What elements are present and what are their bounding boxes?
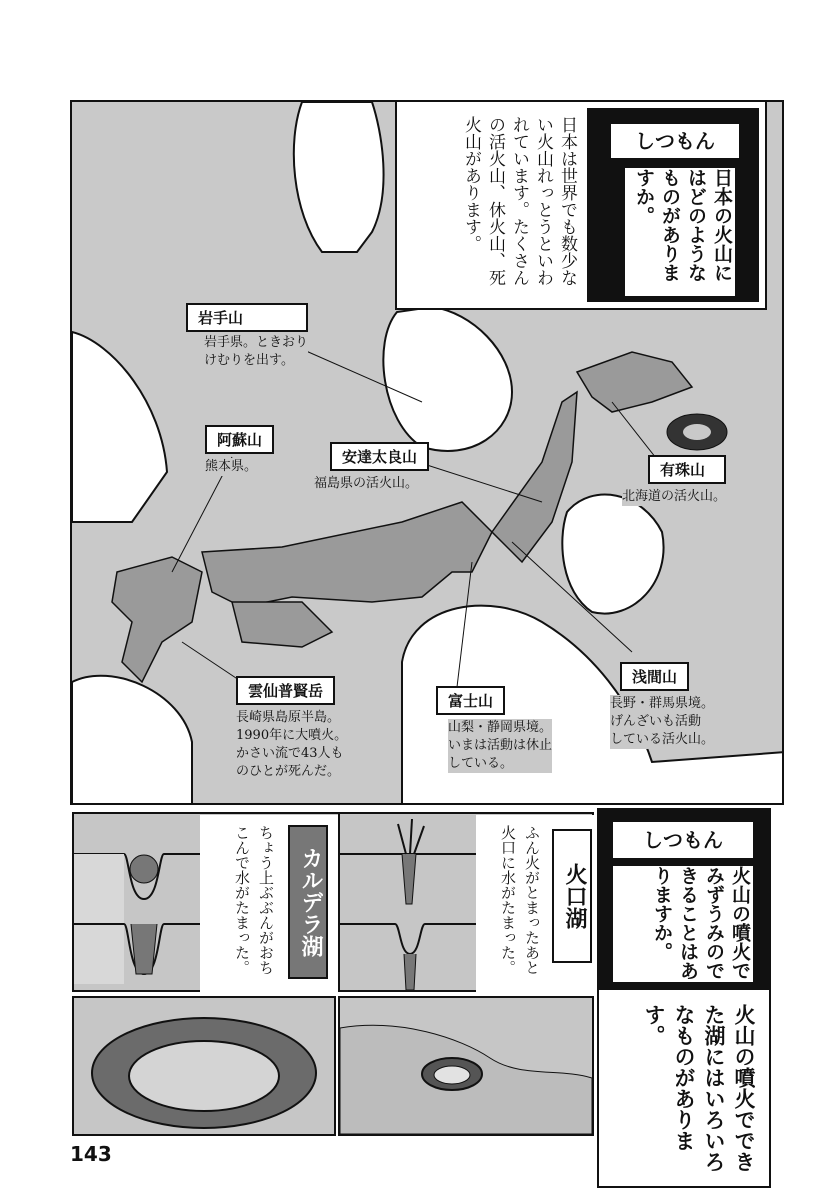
volcano-desc-line: 1990年に大噴火。 [236, 728, 348, 743]
question2-title: しつもん [613, 822, 753, 858]
caldera-lake-title: カルデラ湖 [288, 825, 328, 979]
crater-lake-drawing [338, 996, 594, 1136]
crater-lake-title: 火口湖 [552, 829, 592, 963]
caldera-text-area [200, 815, 340, 992]
volcano-name-label: 岩手山 [186, 303, 308, 332]
volcano-desc-line: 長野・群馬県境。 [610, 696, 715, 711]
volcano-desc-line: している活火山。 [610, 732, 715, 747]
volcano-desc-line: のひとが死んだ。 [236, 763, 347, 781]
caldera-lake-desc: ちょう上ぶぶんがおちこんで水がたまった。 [233, 825, 275, 975]
volcano-desc-line: 熊本県。 [205, 458, 274, 476]
volcano-name-label: 富士山 [436, 686, 505, 715]
volcano-name-label: 安達太良山 [330, 442, 429, 471]
volcano-desc-line: 岩手県。ときおり [204, 335, 309, 350]
volcano-name-label: 浅間山 [620, 662, 689, 691]
question2-answer: 火山の噴火でできた湖にはいろいろなものがあります。 [642, 1004, 756, 1172]
volcano-desc-line: いまは活動は休止 [448, 738, 553, 753]
volcano-desc-line: 福島県の活火山。 [314, 475, 429, 493]
page-number: 143 [70, 1142, 112, 1166]
volcano-adatara [314, 442, 429, 493]
question1-answer: 日本は世界でも数少ない火山れっとうといわれています。たくさんの活火山、休火山、死火山があります。 [461, 116, 577, 286]
volcano-unzen [236, 676, 347, 781]
question2-box [597, 808, 771, 1188]
caldera-lake-drawing [72, 996, 336, 1136]
volcano-desc-line: 山梨・静岡県境。 [448, 720, 553, 735]
volcano-name-label: 雲仙普賢岳 [236, 676, 335, 705]
volcano-usu [622, 455, 727, 506]
volcano-name-label: 阿蘇山 [205, 425, 274, 454]
volcano-desc-line: かさい流で43人も [236, 745, 347, 763]
volcano-name-label: 有珠山 [648, 455, 726, 484]
question1-text: 日本の火山にはどのようなものがありますか。 [625, 168, 735, 296]
volcano-desc-line: している。 [448, 755, 552, 773]
question1-box [395, 100, 767, 310]
question2-text: 火山の噴火でみずうみのできることはありますか。 [613, 866, 753, 982]
volcano-desc-line: げんざいも活動 [610, 713, 714, 731]
volcano-desc-line: 長崎県島原半島。 [236, 709, 347, 727]
crater-lake-desc: ふん火がとまったあと火口に水がたまった。 [499, 825, 541, 975]
volcano-aso [205, 425, 274, 476]
crater-lake-illustration [340, 998, 592, 1134]
volcano-desc-line: 北海道の活火山。 [622, 489, 727, 504]
question1-title: しつもん [611, 124, 739, 158]
caldera-lake-illustration [74, 998, 334, 1134]
volcano-fuji [436, 686, 552, 773]
volcano-asama [610, 662, 715, 749]
volcano-iwate [186, 303, 308, 370]
crater-text-area [476, 815, 594, 992]
volcano-desc-line: けむりを出す。 [204, 352, 308, 370]
